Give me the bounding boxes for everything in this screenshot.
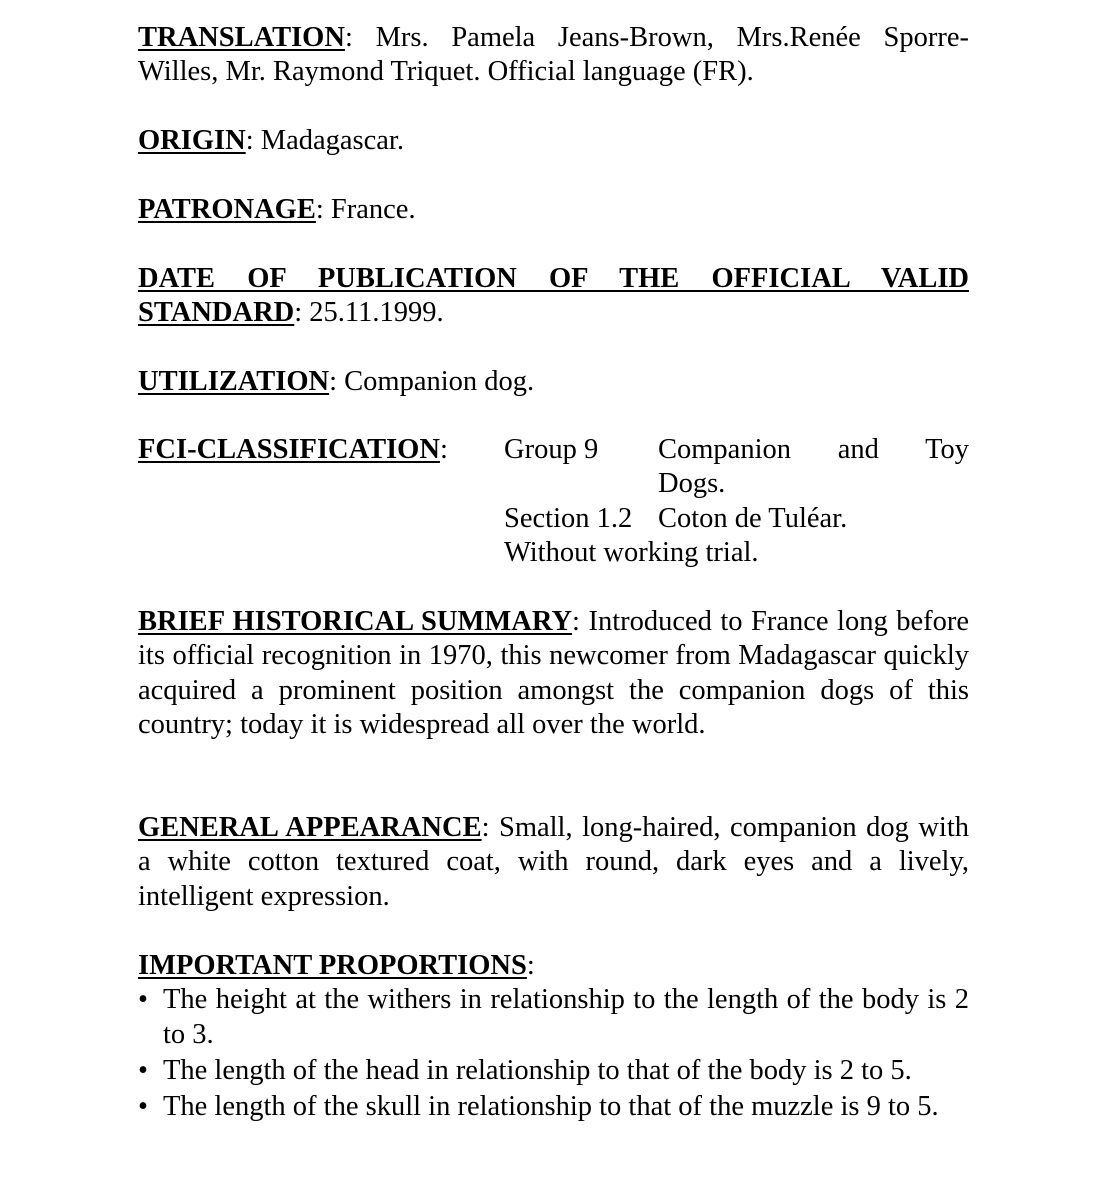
utilization-text: : Companion dog. — [329, 366, 535, 397]
patronage-section — [138, 193, 969, 227]
fci-group: Group 9 — [504, 434, 599, 465]
origin-label: ORIGIN — [138, 125, 246, 156]
proportions-colon: : — [526, 950, 535, 981]
fci-group-name — [658, 433, 969, 467]
summary-text: : Introduced to France long before its official recognition in 1970, this newcomer from Madagascar quickly acquired a prominent position amongst the companion dogs of this country; today it is widespread all over the world. — [138, 606, 969, 740]
utilization-section — [138, 365, 969, 399]
translation-label: TRANSLATION — [138, 22, 345, 53]
origin-text: : Madagascar. — [245, 125, 404, 156]
summary-section — [138, 605, 969, 742]
fci-section-name: Coton de Tuléar. — [658, 503, 848, 534]
fci-group-name-line2: Dogs. — [658, 468, 726, 499]
date-section — [138, 262, 969, 331]
appearance-label: GENERAL APPEARANCE — [138, 812, 482, 843]
list-item: • The length of the head in relationship to that of the body is 2 to 5. — [138, 1054, 969, 1088]
utilization-label: UTILIZATION — [138, 366, 330, 397]
date-text: : 25.11.1999. — [294, 297, 444, 329]
fci-trial: Without working trial. — [504, 537, 759, 568]
date-label: DATE OF PUBLICATION OF THE OFFICIAL VALID STANDARD — [138, 263, 969, 329]
proportions-label: IMPORTANT PROPORTIONS — [138, 950, 527, 981]
origin-section — [138, 124, 969, 158]
appearance-section — [138, 811, 969, 914]
translation-section — [138, 21, 969, 90]
fci-group-name-line1: Companion and Toy — [658, 434, 969, 465]
translation-text: : Mrs. Pamela Jeans-Brown, Mrs.Renée Sporre-Willes, Mr. Raymond Triquet. Official language (FR). — [138, 22, 969, 88]
proportions-list — [138, 983, 969, 1124]
fci-section-number: Section 1.2 — [504, 503, 633, 534]
list-item: • The length of the skull in relationship to that of the muzzle is 9 to 5. — [138, 1090, 969, 1124]
fci-label: FCI-CLASSIFICATION — [138, 434, 440, 465]
list-item: • The height at the withers in relationship to the length of the body is 2 to 3. — [138, 983, 969, 1052]
patronage-label: PATRONAGE — [138, 194, 316, 225]
patronage-text: : France. — [315, 194, 416, 225]
fci-colon: : — [439, 434, 448, 465]
proportions-section — [138, 949, 969, 1124]
appearance-text: : Small, long-haired, companion dog with a white cotton textured coat, with round, dark eyes and a lively, intelligent expression. — [138, 812, 969, 912]
summary-label: BRIEF HISTORICAL SUMMARY — [138, 606, 573, 637]
